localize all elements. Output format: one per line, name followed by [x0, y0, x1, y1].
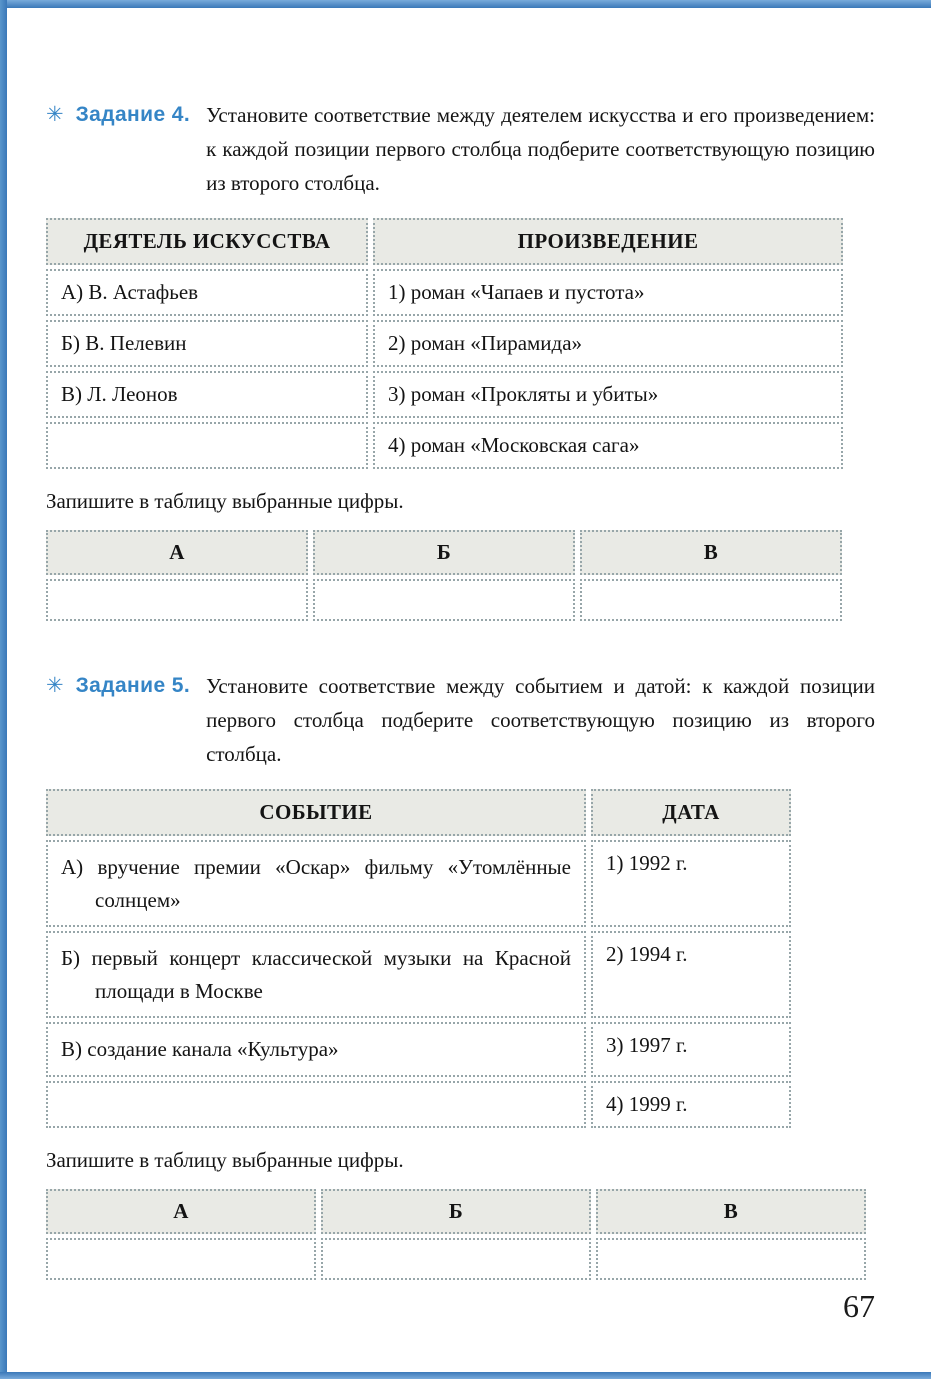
task4-section [46, 98, 875, 625]
answer-cell-b [321, 1238, 591, 1280]
event-cell [46, 1022, 586, 1077]
answer-cell-a [46, 1238, 316, 1280]
answer-header-b: Б [321, 1189, 591, 1234]
answer-cell-a [46, 579, 308, 621]
task4-answer-table [41, 526, 847, 625]
table-row [46, 422, 843, 469]
page-left-border [0, 0, 7, 1379]
event-text: А) вручение премии «Оскар» фильму «Утомлённые солнцем» [61, 855, 571, 912]
page-bottom-border [0, 1372, 931, 1379]
task5-answer-table [41, 1185, 871, 1284]
table-row [46, 269, 843, 316]
answer-header-b: Б [313, 530, 575, 575]
date-cell: 4) 1999 г. [591, 1081, 791, 1128]
answer-cell-v [580, 579, 842, 621]
event-text: Б) первый концерт классической музыки на Красной площади в Москве [61, 946, 571, 1003]
artist-cell: А) В. Астафьев [46, 269, 368, 316]
date-cell: 1) 1992 г. [591, 840, 791, 927]
answer-header-v: В [580, 530, 842, 575]
table-header-row [46, 218, 843, 265]
column-header-event: СОБЫТИЕ [46, 789, 586, 836]
answer-value-row [46, 579, 842, 621]
answer-cell-b [313, 579, 575, 621]
table-row [46, 840, 791, 927]
answer-header-row [46, 1189, 866, 1234]
answer-header-a: А [46, 1189, 316, 1234]
answer-header-v: В [596, 1189, 866, 1234]
date-cell: 3) 1997 г. [591, 1022, 791, 1077]
event-text: В) создание канала «Культура» [61, 1037, 339, 1062]
answer-header-a: А [46, 530, 308, 575]
table-row [46, 931, 791, 1018]
event-cell [46, 840, 586, 927]
table-row [46, 1081, 791, 1128]
artist-cell: Б) В. Пелевин [46, 320, 368, 367]
page-top-border [0, 0, 931, 8]
table-row [46, 371, 843, 418]
table-row [46, 1022, 791, 1077]
work-cell: 4) роман «Московская сага» [373, 422, 843, 469]
task5-section [46, 669, 875, 1284]
table-row [46, 320, 843, 367]
task4-match-table [41, 214, 848, 473]
column-header-work: ПРОИЗВЕДЕНИЕ [373, 218, 843, 265]
column-header-artist: ДЕЯТЕЛЬ ИСКУССТВА [46, 218, 368, 265]
work-cell: 1) роман «Чапаев и пустота» [373, 269, 843, 316]
work-cell: 3) роман «Прокляты и убиты» [373, 371, 843, 418]
event-cell [46, 931, 586, 1018]
task5-instruction: Запишите в таблицу выбранные цифры. [46, 1147, 404, 1172]
task5-match-table [41, 785, 796, 1132]
task4-label: Задание 4. [75, 103, 191, 126]
page-number: 67 [843, 1288, 875, 1324]
asterisk-icon: ✳ [46, 674, 64, 698]
artist-cell-empty [46, 422, 368, 469]
answer-header-row [46, 530, 842, 575]
task5-heading [46, 669, 875, 771]
artist-cell: В) Л. Леонов [46, 371, 368, 418]
task5-label: Задание 5. [75, 674, 191, 698]
answer-value-row [46, 1238, 866, 1280]
task4-instruction: Запишите в таблицу выбранные цифры. [46, 489, 404, 514]
task4-heading [46, 98, 875, 200]
answer-cell-v [596, 1238, 866, 1280]
task5-text: Установите соответствие между событием и датой: к каждой позиции первого столбца подберите соответствующую позицию из второго столбца. [206, 674, 875, 767]
work-cell: 2) роман «Пирамида» [373, 320, 843, 367]
event-cell-empty [46, 1081, 586, 1128]
asterisk-icon: ✳ [46, 103, 64, 126]
column-header-date: ДАТА [591, 789, 791, 836]
task4-text: Установите соответствие между деятелем искусства и его произведением: к каждой позиции первого столбца подберите соответствующую позицию из второго столбца. [206, 103, 875, 196]
table-header-row [46, 789, 791, 836]
date-cell: 2) 1994 г. [591, 931, 791, 1018]
